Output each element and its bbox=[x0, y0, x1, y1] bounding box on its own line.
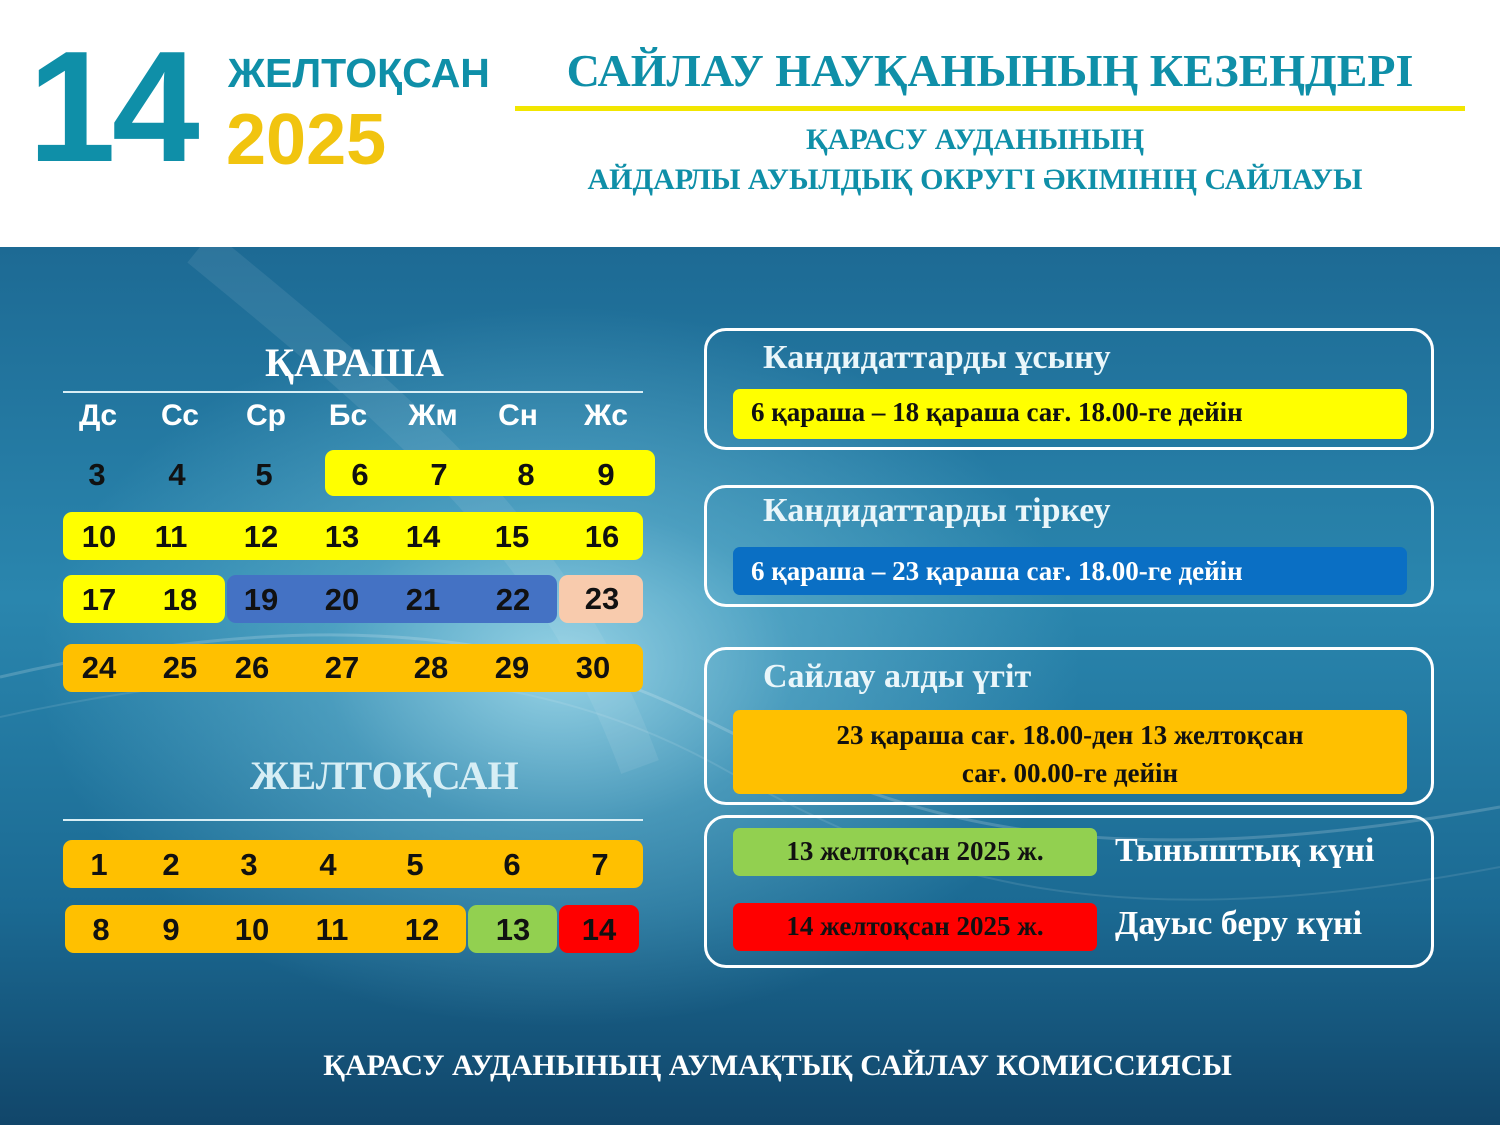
day-cell: 22 bbox=[495, 582, 531, 617]
silence-day-date: 13 желтоқсан 2025 ж. bbox=[733, 828, 1097, 876]
day-cell: 6 bbox=[503, 847, 521, 882]
day-cell: 3 bbox=[88, 457, 106, 492]
stage-period bbox=[733, 710, 1407, 794]
november-divider bbox=[63, 391, 643, 393]
day-cell: 21 bbox=[405, 582, 441, 617]
title-underline bbox=[515, 106, 1465, 111]
day-cell: 4 bbox=[319, 847, 337, 882]
weekday-thu: Бс bbox=[328, 399, 368, 432]
day-cell: 19 bbox=[243, 582, 279, 617]
footer-commission: ҚАРАСУ АУДАНЫНЫҢ АУМАҚТЫҚ САЙЛАУ КОМИССИЯСЫ bbox=[323, 1049, 1232, 1082]
key-days-box bbox=[704, 815, 1434, 968]
stage-nomination-box bbox=[704, 328, 1434, 450]
stage-title: Кандидаттарды ұсыну bbox=[763, 339, 1111, 376]
stage-registration-box bbox=[704, 485, 1434, 607]
calendar-panel bbox=[0, 247, 1500, 1125]
day-cell: 13 bbox=[324, 519, 360, 554]
day-cell: 25 bbox=[162, 650, 198, 685]
day-cell: 30 bbox=[575, 650, 611, 685]
december-divider bbox=[63, 819, 643, 821]
stage-period-line-2: сағ. 00.00-ге дейін bbox=[961, 758, 1179, 788]
stage-period: 6 қараша – 18 қараша сағ. 18.00-ге дейін bbox=[733, 389, 1407, 439]
subtitle-line-1: ҚАРАСУ АУДАНЫНЫҢ bbox=[805, 123, 1145, 156]
weekday-sun: Жс bbox=[584, 399, 628, 432]
day-cell: 18 bbox=[162, 582, 198, 617]
day-cell: 8 bbox=[517, 457, 535, 492]
header bbox=[0, 0, 1500, 247]
day-cell: 14 bbox=[405, 519, 441, 554]
silence-day-label: Тыныштық күні bbox=[1115, 832, 1375, 869]
weekday-sat: Сн bbox=[498, 399, 538, 432]
voting-day-label: Дауыс беру күні bbox=[1115, 905, 1363, 942]
stage-title: Кандидаттарды тіркеу bbox=[763, 492, 1111, 529]
day-cell: 28 bbox=[413, 650, 449, 685]
election-year: 2025 bbox=[226, 100, 387, 180]
election-day-number: 14 bbox=[28, 19, 196, 195]
day-cell: 6 bbox=[351, 457, 369, 492]
day-cell: 1 bbox=[90, 847, 108, 882]
day-cell: 16 bbox=[584, 519, 620, 554]
weekday-mon: Дс bbox=[78, 399, 118, 432]
day-cell: 24 bbox=[81, 650, 117, 685]
day-cell: 5 bbox=[406, 847, 424, 882]
day-cell: 10 bbox=[81, 519, 117, 554]
day-cell: 3 bbox=[240, 847, 258, 882]
weekday-fri: Жм bbox=[408, 399, 458, 432]
day-cell: 27 bbox=[324, 650, 360, 685]
stage-title: Сайлау алды үгіт bbox=[763, 658, 1032, 695]
day-cell: 5 bbox=[255, 457, 273, 492]
stage-period: 6 қараша – 23 қараша сағ. 18.00-ге дейін bbox=[733, 547, 1407, 595]
election-month: ЖЕЛТОҚСАН bbox=[228, 50, 490, 96]
december-title: ЖЕЛТОҚСАН bbox=[250, 753, 519, 798]
day-cell: 15 bbox=[494, 519, 530, 554]
day-cell: 7 bbox=[430, 457, 448, 492]
day-cell: 9 bbox=[597, 457, 615, 492]
day-cell: 13 bbox=[495, 912, 531, 947]
day-cell: 7 bbox=[591, 847, 609, 882]
day-cell: 26 bbox=[234, 650, 270, 685]
day-cell: 11 bbox=[154, 519, 188, 554]
day-cell: 10 bbox=[234, 912, 270, 947]
day-cell: 4 bbox=[168, 457, 186, 492]
stage-period-line-1: 23 қараша сағ. 18.00-ден 13 желтоқсан bbox=[836, 720, 1304, 750]
day-cell: 2 bbox=[162, 847, 180, 882]
day-cell: 12 bbox=[243, 519, 279, 554]
voting-day-date: 14 желтоқсан 2025 ж. bbox=[733, 903, 1097, 951]
day-cell: 11 bbox=[315, 912, 349, 947]
day-cell: 9 bbox=[162, 912, 180, 947]
day-cell: 23 bbox=[584, 581, 620, 616]
day-cell: 20 bbox=[324, 582, 360, 617]
stage-campaign-box bbox=[704, 647, 1434, 805]
day-cell: 8 bbox=[92, 912, 110, 947]
subtitle-line-2: АЙДАРЛЫ АУЫЛДЫҚ ОКРУГІ ӘКІМІНІҢ САЙЛАУЫ bbox=[587, 163, 1363, 196]
day-cell: 29 bbox=[494, 650, 530, 685]
day-cell: 12 bbox=[404, 912, 440, 947]
page-title: САЙЛАУ НАУҚАНЫНЫҢ КЕЗЕҢДЕРІ bbox=[566, 45, 1414, 96]
november-title: ҚАРАША bbox=[265, 340, 444, 385]
day-cell: 14 bbox=[581, 912, 617, 947]
weekday-wed: Ср bbox=[246, 399, 286, 432]
day-cell: 17 bbox=[81, 582, 117, 617]
weekday-tue: Сс bbox=[161, 399, 199, 432]
